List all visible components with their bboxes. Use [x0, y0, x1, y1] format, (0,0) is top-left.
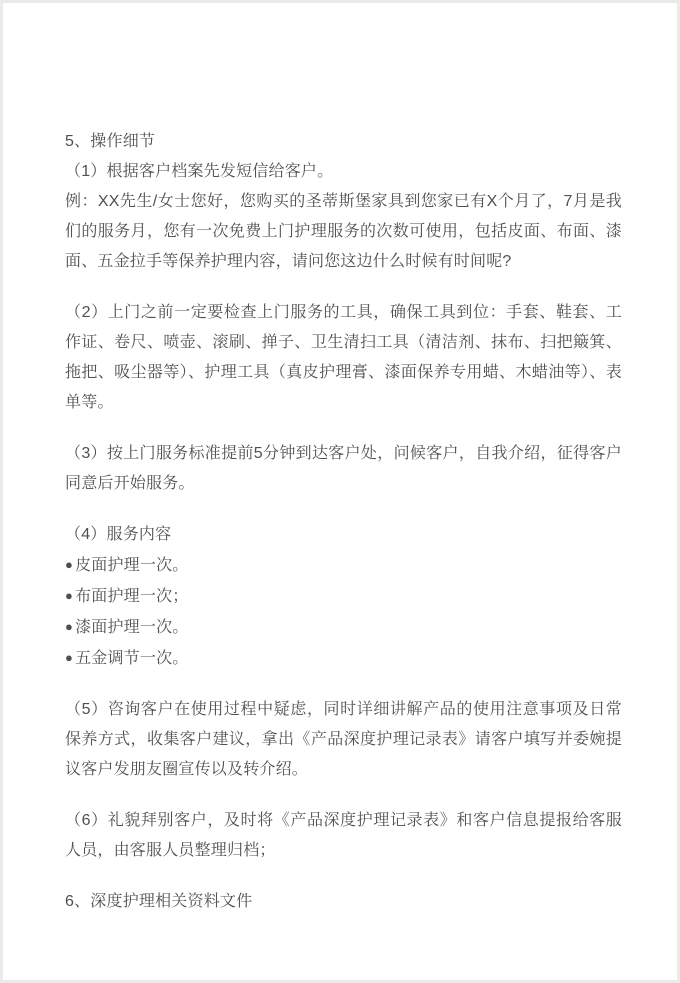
paragraph: （4）服务内容: [65, 526, 172, 543]
paragraph: 例：XX先生/女士您好，您购买的圣蒂斯堡家具到您家已有X个月了，7月是我们的服务月，您有一次免费上门护理服务的次数可使用，包括皮面、布面、漆面、五金拉手等保养护理内容，请问您这边什么时候有时间呢?: [65, 193, 622, 270]
section-heading: 5、操作细节: [65, 133, 156, 150]
paragraph: （6）礼貌拜别客户，及时将《产品深度护理记录表》和客户信息提报给客服人员，由客服人员整理归档；: [65, 812, 622, 859]
bullet-text: 漆面护理一次。: [75, 619, 189, 636]
bullet-text: 五金调节一次。: [75, 650, 189, 667]
bullet-item: [65, 550, 622, 581]
bullet-icon: ●: [65, 619, 74, 634]
bullet-icon: ●: [65, 557, 74, 572]
bullet-icon: ●: [65, 588, 74, 603]
bullet-item: [65, 581, 622, 612]
bullet-text: 皮面护理一次。: [75, 557, 189, 574]
bullet-text: 布面护理一次；: [75, 588, 189, 605]
bullet-item: [65, 643, 622, 674]
paragraph: （3）按上门服务标准提前5分钟到达客户处，问候客户，自我介绍，征得客户同意后开始服务。: [65, 445, 622, 492]
bullet-item: [65, 612, 622, 643]
document-content: [65, 127, 622, 917]
section-heading: 6、深度护理相关资料文件: [65, 893, 253, 910]
paragraph: （2）上门之前一定要检查上门服务的工具，确保工具到位：手套、鞋套、工作证、卷尺、喷壶、滚刷、掸子、卫生清扫工具（清洁剂、抹布、扫把簸箕、拖把、吸尘器等）、护理工具（真皮护理膏、漆面保养专用蜡、木蜡油等）、表单等。: [65, 304, 622, 411]
paragraph: （5）咨询客户在使用过程中疑虑，同时详细讲解产品的使用注意事项及日常保养方式，收集客户建议，拿出《产品深度护理记录表》请客户填写并委婉提议客户发朋友圈宣传以及转介绍。: [65, 701, 622, 778]
bullet-icon: ●: [65, 650, 74, 665]
paragraph: （1）根据客户档案先发短信给客户。: [65, 163, 334, 180]
